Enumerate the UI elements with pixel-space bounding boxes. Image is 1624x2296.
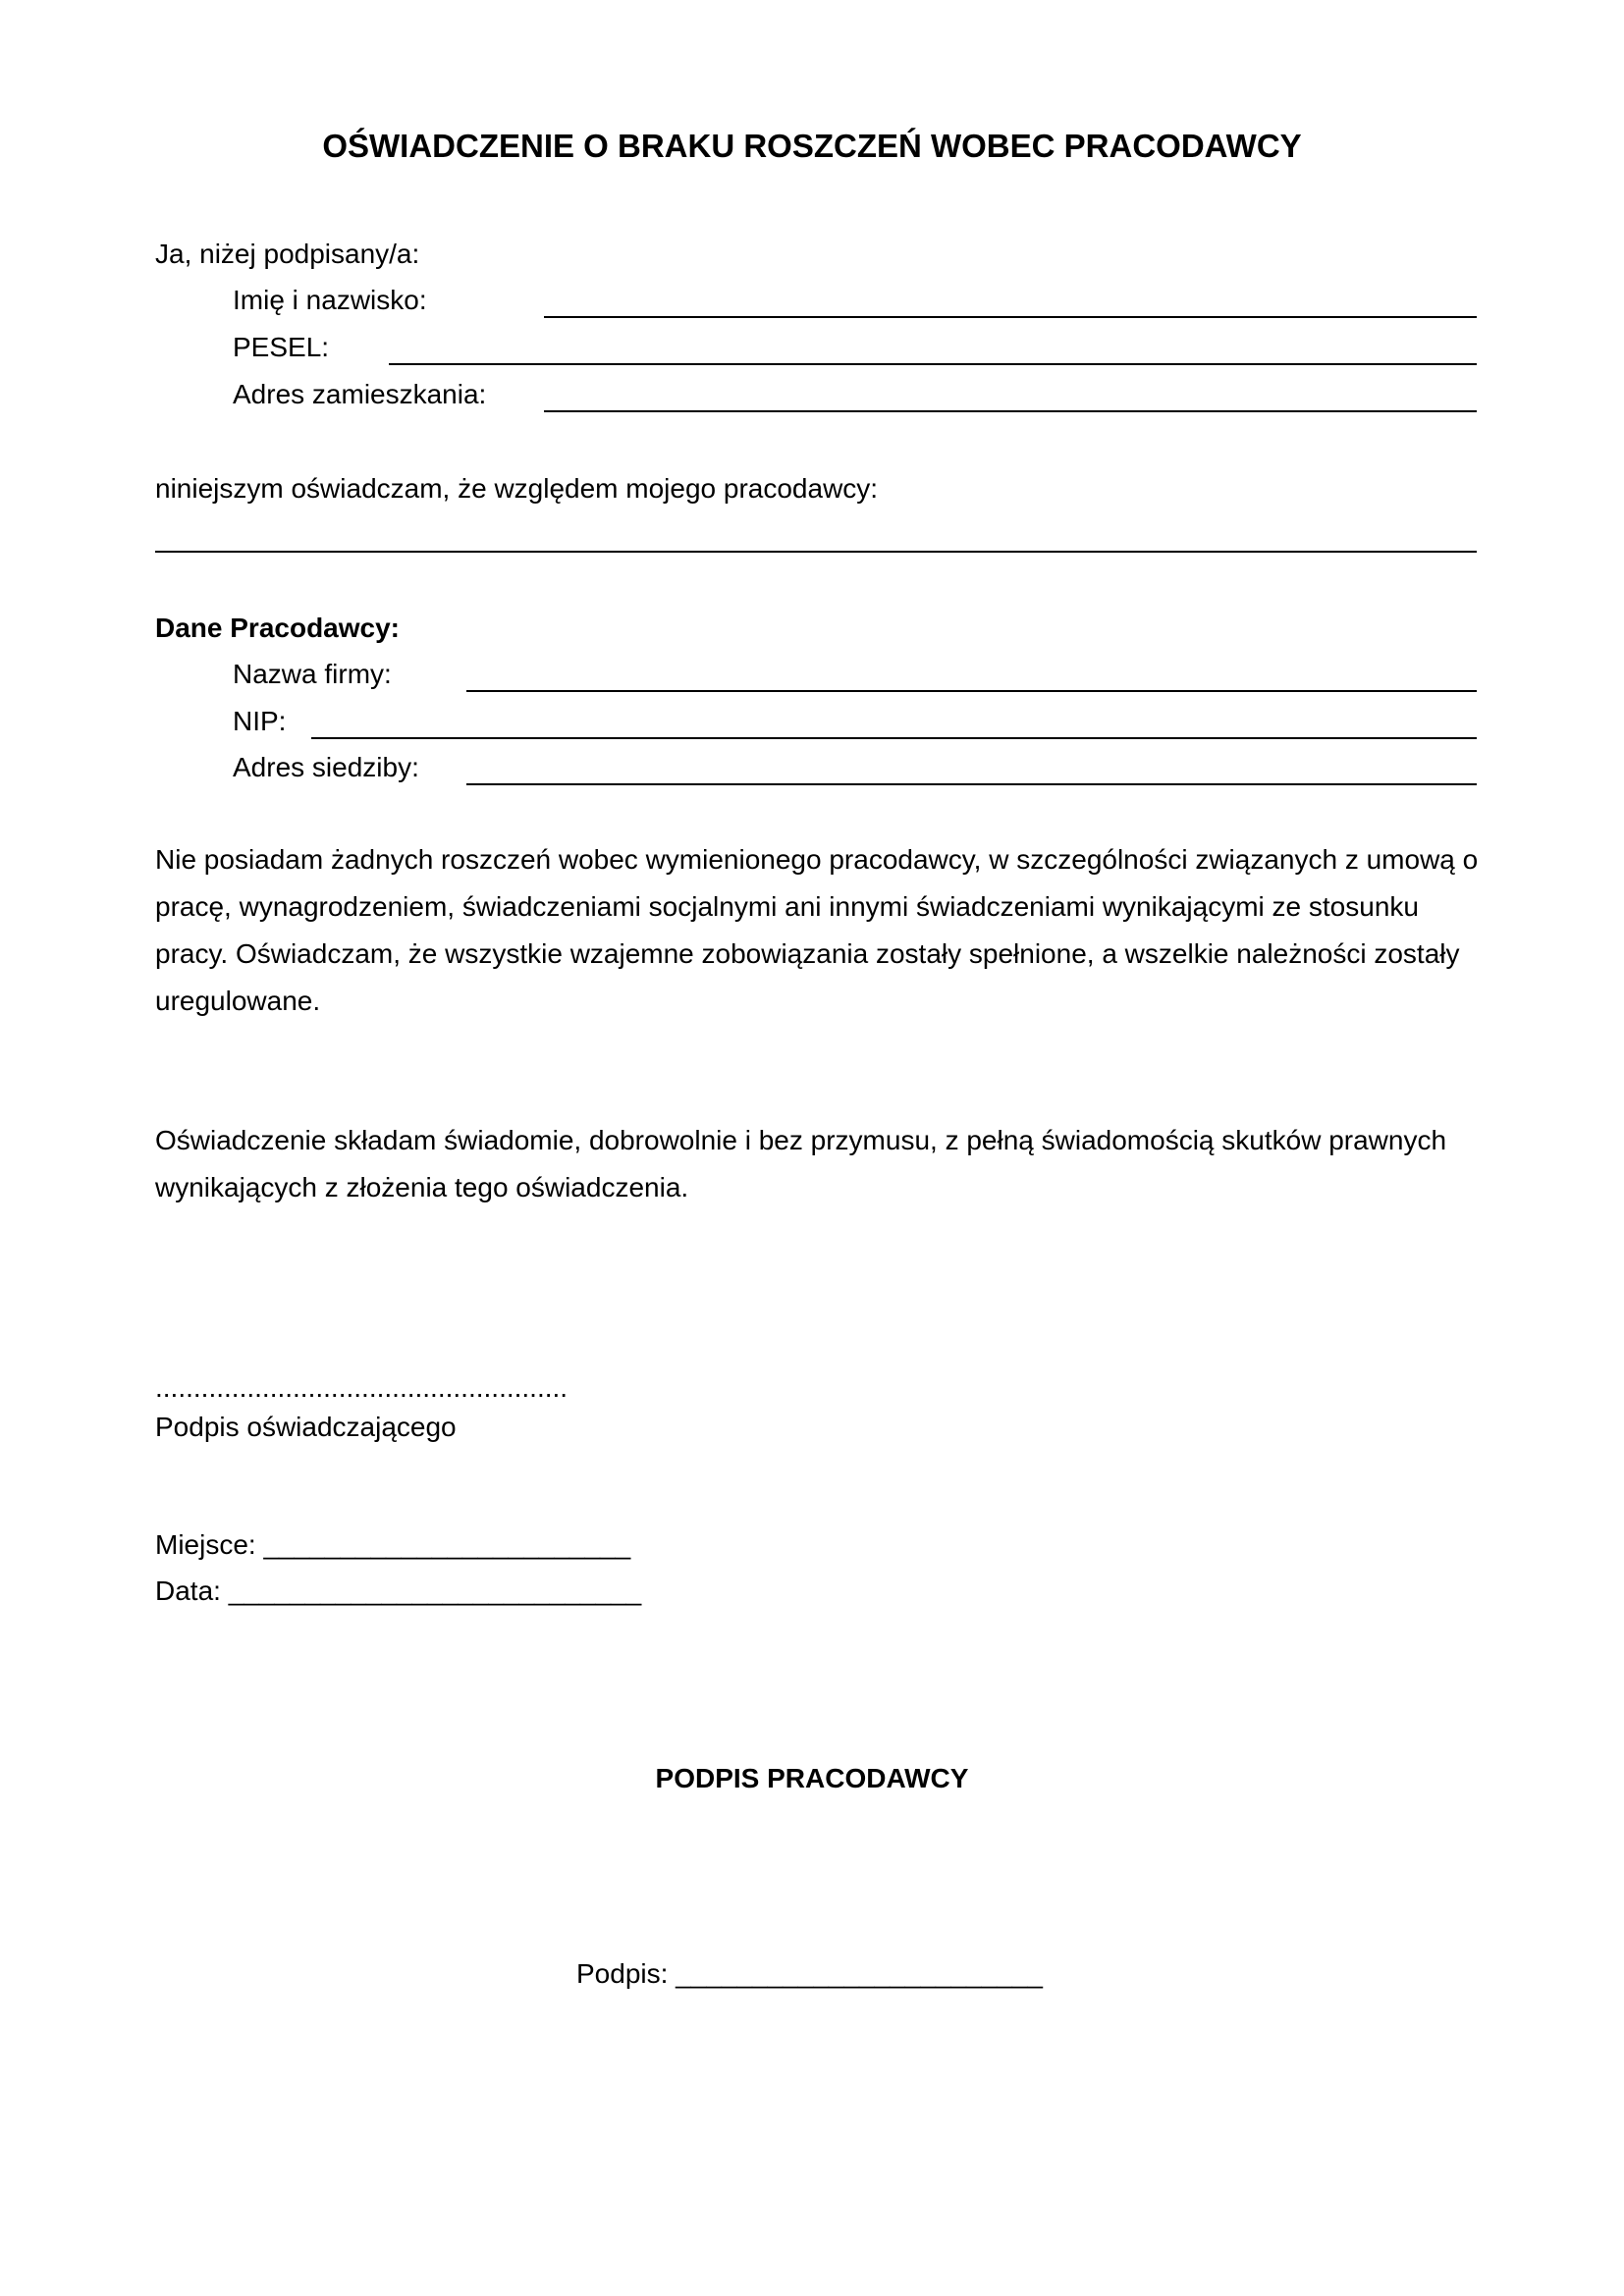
signature-label: Podpis oświadczającego	[155, 1412, 457, 1442]
place-field[interactable]: Miejsce: ________________________	[155, 1529, 631, 1560]
claims-paragraph: Nie posiadam żadnych roszczeń wobec wymienionego pracodawcy, w szczególności związanych z umową o pracę, wynagrodzeniem, świadczeniami socjalnymi ani innymi świadczeniami wynikającymi ze stosunku pracy. Oświadczam, że wszystkie wzajemne zobowiązania zostały spełnione, a wszelkie należności zostały uregulowane.	[155, 844, 1479, 1016]
company-name-label: Nazwa firmy:	[233, 659, 392, 689]
nip-label: NIP:	[233, 706, 287, 736]
employer-signature-heading: PODPIS PRACODAWCY	[655, 1763, 969, 1793]
address-field-line[interactable]	[544, 410, 1477, 412]
date-field[interactable]: Data: ___________________________	[155, 1575, 642, 1606]
intro-text: Ja, niżej podpisany/a:	[155, 239, 420, 269]
pesel-field-line[interactable]	[389, 363, 1477, 365]
name-field-line[interactable]	[544, 316, 1477, 318]
address-label: Adres zamieszkania:	[233, 379, 487, 409]
nip-field-line[interactable]	[311, 737, 1477, 739]
pesel-label: PESEL:	[233, 332, 330, 362]
employer-signature-field[interactable]: Podpis: ________________________	[576, 1958, 1043, 1989]
employer-data-heading: Dane Pracodawcy:	[155, 613, 400, 643]
declaration-lead-text: niniejszym oświadczam, że względem mojego pracodawcy:	[155, 473, 879, 504]
signature-dots: ......................................................	[155, 1372, 568, 1403]
hq-address-label: Adres siedziby:	[233, 752, 419, 782]
company-name-field-line[interactable]	[466, 690, 1477, 692]
document-title: OŚWIADCZENIE O BRAKU ROSZCZEŃ WOBEC PRACODAWCY	[322, 128, 1302, 164]
voluntary-paragraph: Oświadczenie składam świadomie, dobrowolnie i bez przymusu, z pełną świadomością skutków prawnych wynikających z złożenia tego oświadczenia.	[155, 1125, 1447, 1202]
name-label: Imię i nazwisko:	[233, 285, 427, 315]
employer-relation-line[interactable]	[155, 551, 1477, 553]
hq-address-field-line[interactable]	[466, 783, 1477, 785]
